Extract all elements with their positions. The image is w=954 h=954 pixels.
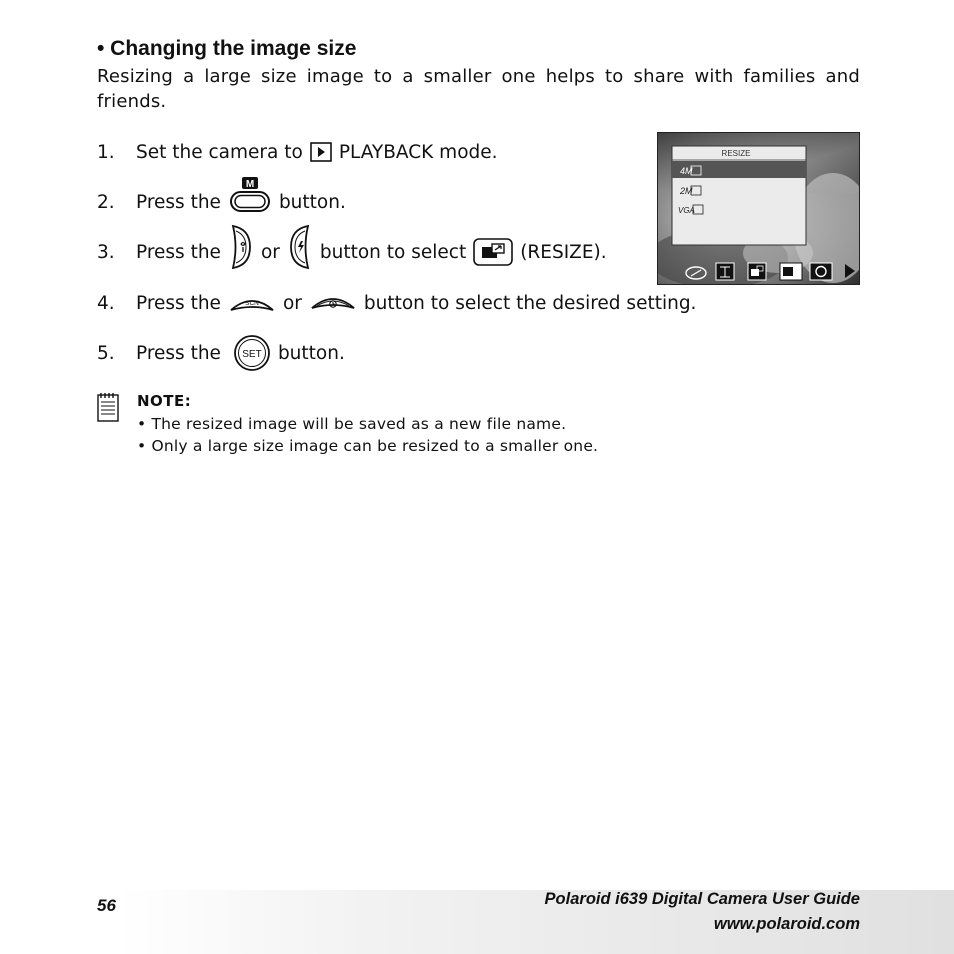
note-line-1: • The resized image will be saved as a new file name. bbox=[137, 415, 567, 433]
playback-icon bbox=[310, 142, 332, 162]
step-text: Set the camera to bbox=[136, 141, 303, 163]
scn-button-letter: SCN bbox=[245, 300, 259, 307]
scn-up-button-icon bbox=[228, 291, 276, 315]
camera-screen-svg bbox=[658, 133, 860, 285]
step-2 bbox=[97, 179, 346, 217]
step-text: or bbox=[260, 241, 280, 263]
step-1 bbox=[97, 137, 498, 167]
set-button-icon bbox=[233, 334, 271, 372]
step-number: 2. bbox=[97, 191, 115, 213]
notepad-icon bbox=[97, 392, 119, 422]
step-text: (RESIZE). bbox=[520, 241, 607, 263]
step-text: PLAYBACK mode. bbox=[338, 141, 498, 163]
intro-paragraph: Resizing a large size image to a smaller one helps to share with families and friends. bbox=[97, 66, 860, 112]
step-4 bbox=[97, 288, 696, 318]
screen-rotate-icon bbox=[810, 263, 832, 280]
footer-url: www.polaroid.com bbox=[713, 915, 860, 933]
camera-screen-illustration bbox=[657, 132, 860, 285]
section-heading: • Changing the image size bbox=[97, 37, 357, 60]
step-text: Press the bbox=[136, 241, 221, 263]
step-text: button. bbox=[277, 342, 345, 364]
menu-button-icon bbox=[228, 175, 272, 215]
note-line-2: • Only a large size image can be resized to a smaller one. bbox=[137, 437, 599, 455]
step-text: button to select bbox=[319, 241, 467, 263]
screen-menu-title: RESIZE bbox=[721, 149, 751, 158]
menu-button-letter: M bbox=[245, 179, 255, 190]
step-text: button. bbox=[278, 191, 346, 213]
screen-option-4m: 4M bbox=[680, 166, 693, 176]
step-text: button to select the desired setting. bbox=[363, 292, 697, 314]
step-text: Press the bbox=[136, 292, 221, 314]
self-timer-down-button-icon bbox=[309, 291, 357, 315]
page-number: 56 bbox=[97, 896, 116, 915]
screen-option-2m: 2M bbox=[680, 186, 693, 196]
step-number: 5. bbox=[97, 342, 115, 364]
step-number: 4. bbox=[97, 292, 115, 314]
screen-option-vga: VGA bbox=[678, 206, 695, 215]
step-number: 3. bbox=[97, 241, 115, 263]
note-title: NOTE: bbox=[137, 392, 192, 410]
step-text: Press the bbox=[136, 342, 221, 364]
step-3 bbox=[97, 237, 607, 267]
resize-icon bbox=[473, 238, 513, 266]
step-text: or bbox=[282, 292, 302, 314]
step-text: Press the bbox=[136, 191, 221, 213]
set-button-letter: SET bbox=[242, 349, 262, 360]
flash-right-button-icon bbox=[287, 223, 313, 271]
macro-left-button-icon bbox=[228, 223, 254, 271]
step-number: 1. bbox=[97, 141, 115, 163]
footer-guide-title: Polaroid i639 Digital Camera User Guide bbox=[544, 890, 860, 908]
step-5 bbox=[97, 338, 345, 368]
